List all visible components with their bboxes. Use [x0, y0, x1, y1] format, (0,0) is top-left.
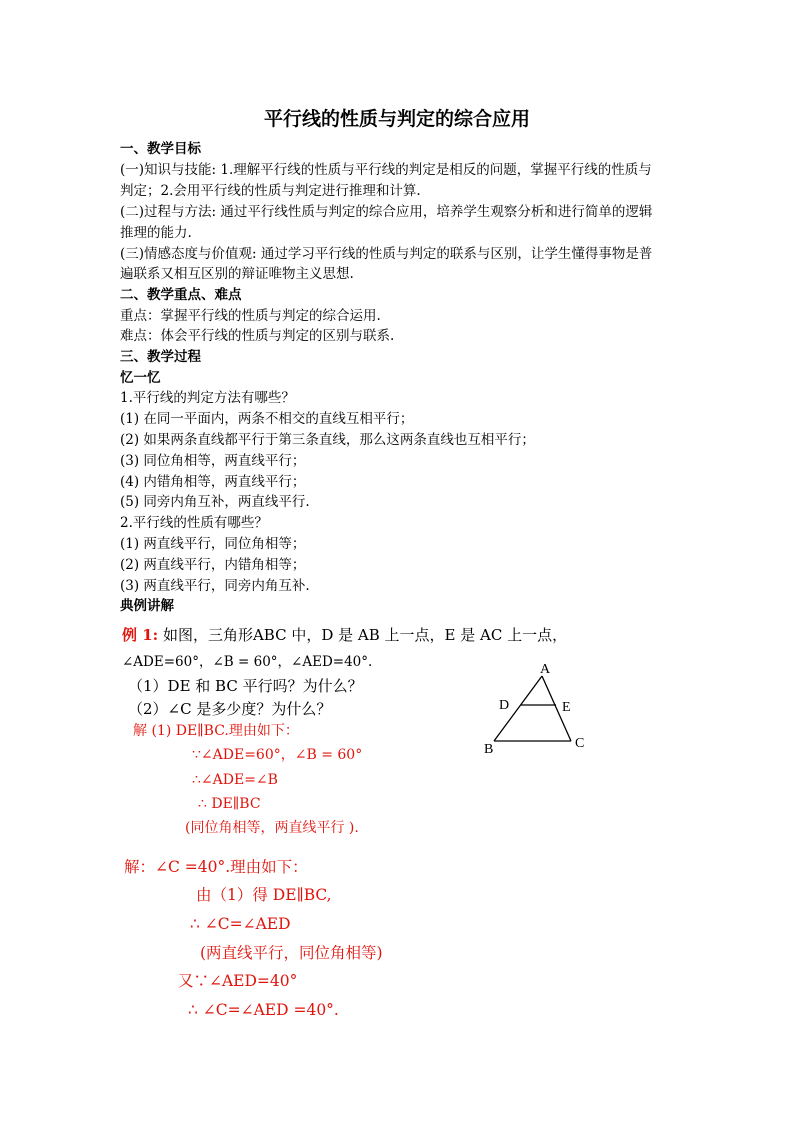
- label-d: D: [499, 698, 510, 713]
- q2-item: (2) 两直线平行，内错角相等；: [120, 557, 306, 573]
- label-c: C: [575, 736, 585, 751]
- q1-item: (4) 内错角相等，两直线平行；: [120, 474, 306, 490]
- goals-heading: 一、教学目标: [120, 141, 201, 157]
- page-title: 平行线的性质与判定的综合应用: [263, 108, 530, 130]
- example-question-2: （2）∠C 是多少度？为什么？: [128, 700, 332, 718]
- label-a: A: [540, 662, 551, 677]
- q2-item: (1) 两直线平行，同位角相等；: [120, 536, 306, 552]
- recall-heading: 忆一忆: [120, 370, 161, 386]
- example-label: 例 1:: [122, 626, 159, 644]
- key-points-heading: 二、教学重点、难点: [120, 287, 242, 303]
- label-b: B: [484, 742, 494, 757]
- key-point-line: 重点：掌握平行线的性质与判定的综合运用.: [120, 308, 381, 324]
- example-question-1: （1）DE 和 BC 平行吗？为什么？: [128, 677, 363, 695]
- q1-item: (1) 在同一平面内，两条不相交的直线互相平行；: [120, 411, 414, 427]
- goals-line: (三)情感态度与价值观: 通过学习平行线的性质与判定的联系与区别，让学生懂得事物是普: [120, 246, 653, 262]
- solution1-line: ∴∠ADE=∠B: [192, 772, 278, 788]
- goals-line: 推理的能力.: [120, 225, 192, 241]
- q1-item: (5) 同旁内角互补，两直线平行.: [120, 494, 310, 510]
- solution2-line: ∴ ∠C=∠AED: [190, 915, 291, 933]
- question-2: 2.平行线的性质有哪些？: [120, 515, 268, 531]
- solution2-line: (两直线平行，同位角相等): [200, 944, 383, 962]
- q1-item: (2) 如果两条直线都平行于第三条直线，那么这两条直线也互相平行；: [120, 432, 535, 448]
- question-1: 1.平行线的判定方法有哪些？: [120, 390, 295, 406]
- example-text: 如图，三角形ABC 中，D 是 AB 上一点，E 是 AC 上一点，: [158, 626, 568, 644]
- solution2-line: ∴ ∠C=∠AED =40°.: [188, 1001, 339, 1019]
- solution1-line: (同位角相等，两直线平行 ).: [185, 820, 359, 836]
- solution1-line: 解 (1) DE∥BC.理由如下：: [133, 723, 299, 739]
- example-line-1: [122, 625, 567, 645]
- solution2-line: 解：∠C =40°.理由如下：: [124, 858, 308, 876]
- key-point-line: 难点：体会平行线的性质与判定的区别与联系.: [120, 328, 395, 344]
- triangle-figure: [478, 660, 598, 760]
- example-line-2: ∠ADE=60°，∠B = 60°，∠AED=40°.: [122, 654, 373, 670]
- q2-item: (3) 两直线平行，同旁内角互补.: [120, 578, 310, 594]
- goals-line: (二)过程与方法: 通过平行线性质与判定的综合应用，培养学生观察分析和进行简单的逻辑: [120, 204, 653, 220]
- goals-line: 判定；2.会用平行线的性质与判定进行推理和计算.: [120, 183, 421, 199]
- goals-line: (一)知识与技能: 1.理解平行线的性质与平行线的判定是相反的问题，掌握平行线的性质与: [120, 162, 652, 178]
- label-e: E: [562, 700, 571, 715]
- example-heading: 典例讲解: [120, 598, 174, 614]
- solution1-line: ∵∠ADE=60°，∠B = 60°: [192, 747, 363, 763]
- solution1-line: ∴ DE∥BC: [198, 796, 261, 812]
- q1-item: (3) 同位角相等，两直线平行；: [120, 453, 306, 469]
- solution2-line: 由（1）得 DE∥BC,: [196, 886, 332, 904]
- goals-line: 遍联系又相互区别的辩证唯物主义思想.: [120, 266, 354, 282]
- process-heading: 三、教学过程: [120, 349, 201, 365]
- solution2-line: 又∵∠AED=40°: [178, 972, 298, 990]
